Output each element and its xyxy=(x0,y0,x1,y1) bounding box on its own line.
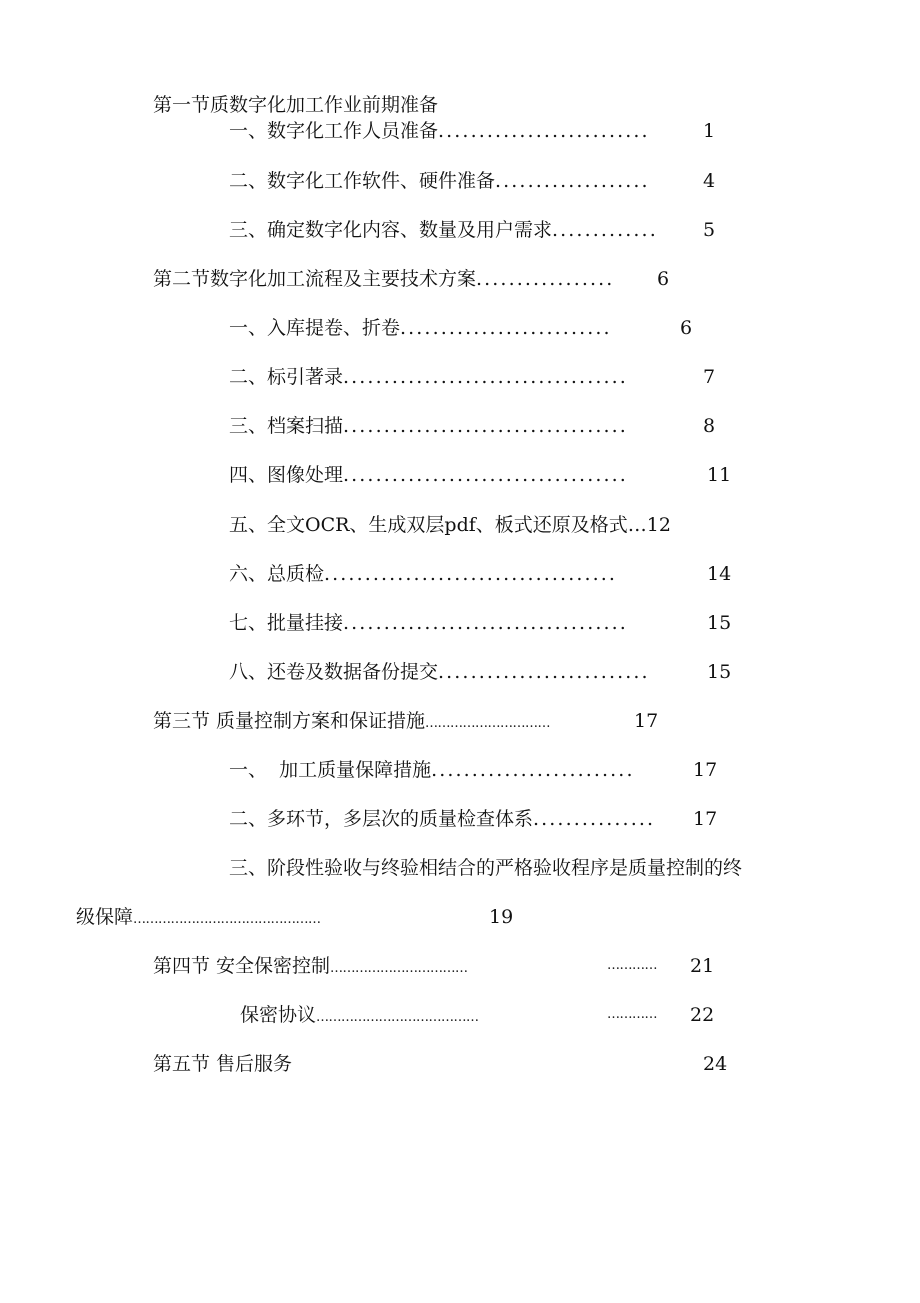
toc-entry[interactable] xyxy=(229,365,628,389)
toc-leader: ………………………… xyxy=(425,716,551,731)
toc-entry[interactable] xyxy=(229,119,650,143)
toc-page-number: 15 xyxy=(707,661,732,683)
toc-section-title: 第五节 售后服务 xyxy=(153,1053,293,1075)
toc-leader: ................................... xyxy=(343,464,628,486)
toc-page-number: 7 xyxy=(703,366,716,388)
toc-entry[interactable] xyxy=(229,218,658,242)
toc-entry-label: 一、入库提卷、折卷 xyxy=(229,317,401,339)
toc-section-1 xyxy=(153,93,438,117)
toc-entry[interactable] xyxy=(229,169,650,193)
toc-leader: …………………………… xyxy=(330,961,468,976)
toc-entry-label: 二、数字化工作软件、硬件准备 xyxy=(229,170,496,192)
toc-leader: ................... xyxy=(495,170,650,192)
toc-page-number: 6 xyxy=(680,317,693,339)
toc-leader: ................................... xyxy=(343,415,628,437)
toc-section-2[interactable] xyxy=(153,267,614,291)
toc-leader: ……………………………………… xyxy=(133,912,321,927)
toc-entry[interactable] xyxy=(229,414,628,438)
toc-leader: .......................... xyxy=(400,317,612,339)
toc-leader: ......................... xyxy=(431,759,635,781)
toc-page-number: 12 xyxy=(646,514,671,536)
toc-leader: ............... xyxy=(533,808,656,830)
toc-page-number: 15 xyxy=(707,612,732,634)
toc-entry[interactable] xyxy=(229,758,635,782)
toc-entry[interactable] xyxy=(229,463,628,487)
toc-entry-label: 级保障 xyxy=(76,906,134,928)
toc-entry-label: 三、阶段性验收与终验相结合的严格验收程序是质量控制的终 xyxy=(229,857,743,879)
toc-entry-label: 三、档案扫描 xyxy=(229,415,344,437)
toc-leader: .................................... xyxy=(324,563,618,585)
toc-page-number: 4 xyxy=(703,170,716,192)
toc-page-number: 24 xyxy=(703,1053,728,1075)
toc-section-title: 第三节 质量控制方案和保证措施 xyxy=(153,710,426,732)
toc-section-title: 第一节质数字化加工作业前期准备 xyxy=(153,94,439,116)
toc-entry[interactable] xyxy=(240,1003,479,1027)
toc-entry-label: 六、总质检 xyxy=(229,563,325,585)
toc-page-number: 11 xyxy=(707,464,732,486)
toc-page-number: 1 xyxy=(703,120,716,142)
toc-entry-label: 一、 加工质量保障措施 xyxy=(229,759,432,781)
toc-entry[interactable] xyxy=(229,807,655,831)
toc-leader: ………… xyxy=(607,958,657,973)
toc-leader: .......................... xyxy=(438,120,650,142)
toc-entry-continuation[interactable] xyxy=(76,905,321,929)
toc-section-title: 第四节 安全保密控制 xyxy=(153,955,331,977)
toc-entry-label: 八、还卷及数据备份提交 xyxy=(229,661,439,683)
toc-entry[interactable] xyxy=(229,611,628,635)
toc-section-3[interactable] xyxy=(153,709,550,733)
toc-page-number: 17 xyxy=(693,759,718,781)
toc-entry[interactable] xyxy=(229,856,742,880)
toc-entry-label: 七、批量挂接 xyxy=(229,612,344,634)
toc-leader: ………… xyxy=(607,1007,657,1022)
toc-page-number: 19 xyxy=(489,906,514,928)
toc-leader: ................................... xyxy=(343,612,628,634)
toc-leader: ................. xyxy=(476,268,615,290)
toc-leader: ............. xyxy=(552,219,658,241)
toc-leader: ………………………………… xyxy=(316,1010,479,1025)
toc-page-number: 17 xyxy=(634,710,659,732)
toc-page-number: 6 xyxy=(657,268,670,290)
toc-entry[interactable] xyxy=(229,513,671,537)
toc-entry[interactable] xyxy=(229,316,612,340)
toc-page-number: 8 xyxy=(703,415,716,437)
toc-entry-label: 五、全文OCR、生成双层pdf、板式还原及格式… xyxy=(229,514,647,536)
toc-entry-label: 一、数字化工作人员准备 xyxy=(229,120,439,142)
toc-page-number: 5 xyxy=(703,219,716,241)
toc-page-number: 21 xyxy=(690,955,715,977)
toc-entry-label: 二、多环节，多层次的质量检查体系 xyxy=(229,808,534,830)
toc-page-number: 14 xyxy=(707,563,732,585)
toc-page-number: 17 xyxy=(693,808,718,830)
toc-section-title: 第二节数字化加工流程及主要技术方案 xyxy=(153,268,477,290)
toc-entry[interactable] xyxy=(229,660,650,684)
toc-leader: ................................... xyxy=(343,366,628,388)
toc-section-5[interactable] xyxy=(153,1052,292,1076)
toc-section-4[interactable] xyxy=(153,954,468,978)
toc-page-number: 22 xyxy=(690,1004,715,1026)
toc-entry[interactable] xyxy=(229,562,617,586)
toc-entry-label: 二、标引著录 xyxy=(229,366,344,388)
toc-entry-label: 四、图像处理 xyxy=(229,464,344,486)
toc-entry-label: 三、确定数字化内容、数量及用户需求 xyxy=(229,219,553,241)
toc-leader: .......................... xyxy=(438,661,650,683)
toc-entry-label: 保密协议 xyxy=(240,1004,317,1026)
